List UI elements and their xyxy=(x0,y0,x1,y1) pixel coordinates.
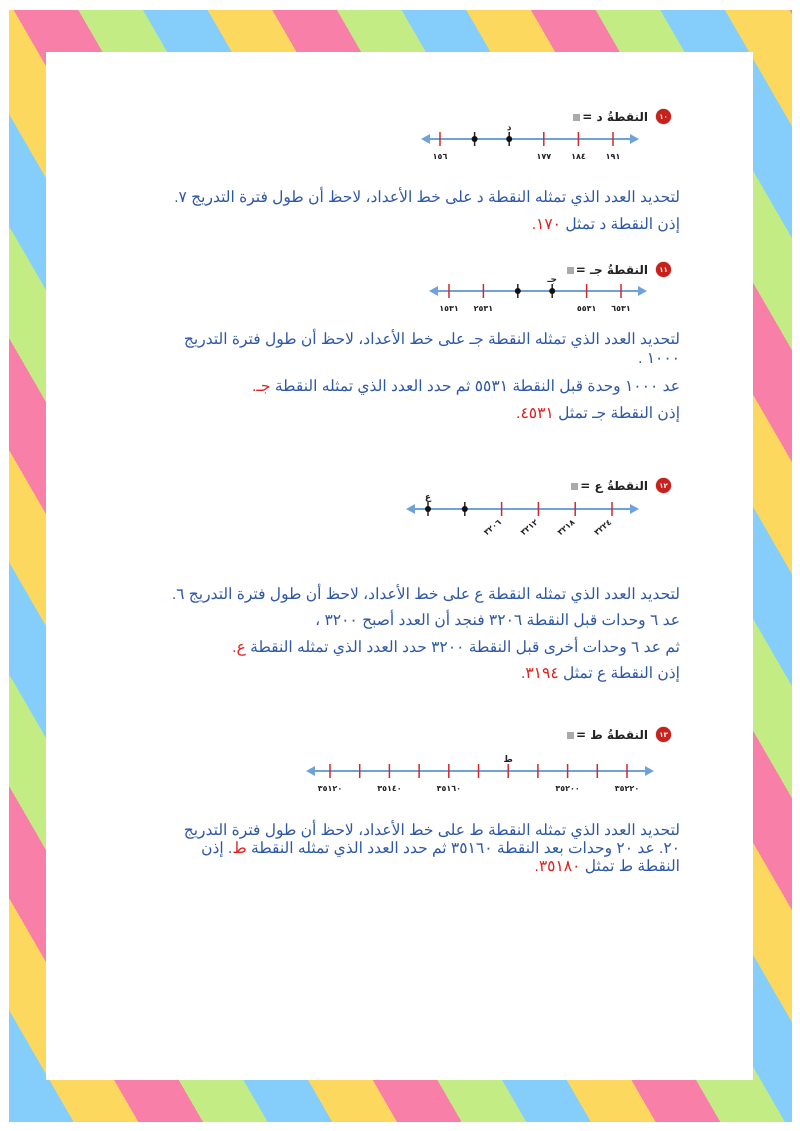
left-arrow-icon xyxy=(406,504,415,514)
point-name-highlight: جـ xyxy=(256,377,271,395)
answer-value: ١٧٠ xyxy=(536,216,562,234)
tick-label: ١٥٦ xyxy=(432,152,448,161)
problem-13-explanation xyxy=(184,822,680,875)
point-label: ع xyxy=(424,493,432,503)
number-line-12 xyxy=(400,490,645,550)
tick-label: ٣٥١٤٠ xyxy=(377,784,402,793)
explanation-line: ٢٠. عد ٢٠ وحدات بعد النقطة ٣٥١٦٠ ثم حدد العدد الذي تمثله النقطة ط. إذن xyxy=(201,839,680,857)
number-line-10 xyxy=(415,120,645,165)
answer-box-icon xyxy=(567,732,574,739)
point-dot xyxy=(472,136,478,142)
answer-line: إذن النقطة ع تمثل ٣١٩٤. xyxy=(521,665,680,683)
tick-label: ٦٥٣١ xyxy=(611,304,631,313)
explanation-line: لتحديد العدد الذي تمثله النقطة د على خط الأعداد، لاحظ أن طول فترة التدريج ٧. xyxy=(174,189,680,206)
problem-number-badge: ١٢ xyxy=(656,478,671,493)
tick-label: ١٩١ xyxy=(605,152,621,161)
answer-value: ٣١٩٤ xyxy=(525,665,559,683)
point-dot xyxy=(425,506,431,512)
point-dot xyxy=(462,506,468,512)
number-line-13 xyxy=(300,748,660,798)
right-arrow-icon xyxy=(638,286,647,296)
answer-line: النقطة ط تمثل ٣٥١٨٠. xyxy=(534,857,680,875)
number-line-11 xyxy=(423,272,653,317)
explanation-line: عد ١٠٠٠ وحدة قبل النقطة ٥٥٣١ ثم حدد العدد الذي تمثله النقطة جـ. xyxy=(252,377,680,395)
tick-label: ٣٢٢٤ xyxy=(592,517,614,538)
problem-13-header xyxy=(567,727,671,742)
tick-label: ٣٥١٢٠ xyxy=(317,784,343,793)
left-arrow-icon xyxy=(429,286,438,296)
point-name-highlight: ط xyxy=(232,839,247,857)
tick-label: ٣٢١٢ xyxy=(518,517,540,538)
tick-label: ٣٥١٦٠ xyxy=(436,784,462,793)
problem-11-explanation xyxy=(184,330,680,424)
answer-line: إذن النقطة جـ تمثل ٤٥٣١. xyxy=(516,405,680,423)
explanation-line: لتحديد العدد الذي تمثله النقطة ع على خط الأعداد، لاحظ أن طول فترة التدريج ٦. xyxy=(171,586,680,603)
answer-box-icon xyxy=(571,483,578,490)
tick-label: ٣٢٠٦ xyxy=(482,517,503,538)
problem-10-explanation xyxy=(174,188,680,235)
point-dot xyxy=(515,288,521,294)
answer-line: إذن النقطة د تمثل ١٧٠. xyxy=(531,216,680,234)
point-dot xyxy=(506,136,512,142)
tick-label: ٣٥٢٢٠ xyxy=(614,784,640,793)
explanation-line: لتحديد العدد الذي تمثله النقطة ط على خط الأعداد، لاحظ أن طول فترة التدريج xyxy=(183,822,680,839)
problem-title: النقطةُ ط = xyxy=(567,728,648,742)
tick-label: ١٨٤ xyxy=(571,152,586,161)
tick-label: ١٥٣١ xyxy=(439,304,459,313)
tick-label: ٣٢١٨ xyxy=(555,517,577,538)
problem-title: النقطةُ د = xyxy=(573,110,648,124)
explanation-line: عد ٦ وحدات قبل النقطة ٣٢٠٦ فنجد أن العدد أصبح ٣٢٠٠ ، xyxy=(315,612,680,630)
answer-value: ٤٥٣١ xyxy=(520,405,554,423)
left-arrow-icon xyxy=(421,134,430,144)
tick-label: ١٧٧ xyxy=(536,152,552,161)
explanation-line: ١٠٠٠ . xyxy=(638,350,680,368)
problem-number-badge: ١٣ xyxy=(656,727,671,742)
problem-number-badge: ١١ xyxy=(656,262,671,277)
tick-label: ٢٥٣١ xyxy=(473,304,494,313)
point-label: جـ xyxy=(547,275,557,285)
answer-value: ٣٥١٨٠ xyxy=(538,857,581,875)
problem-title: النقطةُ ع = xyxy=(571,479,648,493)
problem-number-badge: ١٠ xyxy=(656,109,671,124)
left-arrow-icon xyxy=(306,766,315,776)
explanation-line: لتحديد العدد الذي تمثله النقطة جـ على خط الأعداد، لاحظ أن طول فترة التدريج xyxy=(183,331,680,348)
right-arrow-icon xyxy=(630,504,639,514)
point-label: ط xyxy=(503,755,513,765)
point-label: د xyxy=(506,123,512,133)
explanation-line: ثم عد ٦ وحدات أخرى قبل النقطة ٣٢٠٠ حدد العدد الذي تمثله النقطة ع. xyxy=(232,638,680,656)
point-name-highlight: ع xyxy=(236,638,246,656)
right-arrow-icon xyxy=(645,766,654,776)
problem-12-explanation xyxy=(172,585,680,684)
tick-label: ٣٥٢٠٠ xyxy=(555,784,580,793)
problem-title: النقطةُ جـ = xyxy=(567,263,648,277)
point-dot xyxy=(549,288,555,294)
right-arrow-icon xyxy=(630,134,639,144)
tick-label: ٥٥٣١ xyxy=(576,304,597,313)
